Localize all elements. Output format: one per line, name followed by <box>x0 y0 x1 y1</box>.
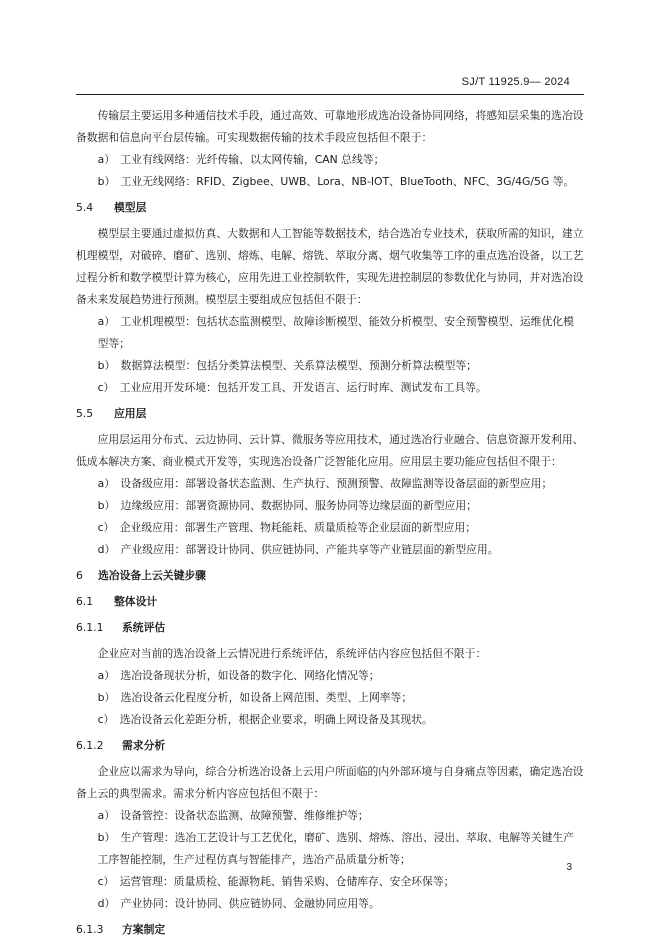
list-item: a） 设备管控：设备状态监测、故障预警、维修维护等； <box>97 809 369 822</box>
list-item: b） 数据算法模型：包括分类算法模型、关系算法模型、预测分析算法模型等； <box>97 359 477 372</box>
section-number: 6.1 <box>76 595 94 608</box>
section-heading <box>76 735 584 757</box>
section-title: 模型层 <box>114 201 147 214</box>
header-divider <box>76 94 584 95</box>
list-item: a） 选冶设备现状分析，如设备的数字化、网络化情况等； <box>97 669 380 682</box>
paragraph: 企业应对当前的选冶设备上云情况进行系统评估，系统评估内容应包括但不限于： <box>97 647 487 660</box>
list-item: c） 选冶设备云化差距分析，根据企业要求，明确上网设备及其现状。 <box>97 713 433 726</box>
paragraph: 企业应以需求为导向，综合分析选冶设备上云用户所面临的内外部环境与自身痛点等因素，确定选冶设备上云的典型需求。需求分析内容应包括但不限于： <box>76 765 584 800</box>
section-number: 5.4 <box>76 201 94 214</box>
page-number: 3 <box>566 862 572 873</box>
section-heading <box>76 919 584 941</box>
paragraph: 模型层主要通过虚拟仿真、大数据和人工智能等数据技术，结合选冶专业技术，获取所需的知识，建立机理模型，对破碎、磨矿、选别、熔炼、电解、熔铣、萃取分离、烟气收集等工序的重点选冶设备，以工艺过程分析和数学模型计算为核心，应用先进工业控制软件，实现先进控制层的参数优化与协同，并对选冶设备未来发展趋势进行预测。模型层主要组成应包括但不限于： <box>76 227 584 306</box>
paragraph: 应用层运用分布式、云边协同、云计算、微服务等应用技术，通过选冶行业融合、信息资源开发利用、低成本解决方案、商业模式开发等，实现选冶设备广泛智能化应用。应用层主要功能应包括但不限于： <box>76 433 584 468</box>
section-heading <box>76 197 584 219</box>
section-heading <box>76 617 584 639</box>
document-body <box>76 105 584 945</box>
list-item: a） 工业机理模型：包括状态监测模型、故障诊断模型、能效分析模型、安全预警模型、运维优化模型等； <box>97 315 574 350</box>
list-item: d） 产业级应用：部署设计协同、供应链协同、产能共享等产业链层面的新型应用。 <box>97 543 499 556</box>
section-title: 方案制定 <box>122 923 166 936</box>
paragraph: 传输层主要运用多种通信技术手段，通过高效、可靠地形成选冶设备协同网络，将感知层采集的选冶设备数据和信息向平台层传输。可实现数据传输的技术手段应包括但不限于： <box>76 109 584 144</box>
list-item: b） 生产管理：选冶工艺设计与工艺优化，磨矿、选别、熔炼、溶出、浸出、萃取、电解等关键生产工序智能控制，生产过程仿真与智能排产，选冶产品质量分析等； <box>97 831 575 866</box>
list-item: c） 工业应用开发环境：包括开发工具、开发语言、运行时库、测试发布工具等。 <box>97 381 487 394</box>
section-title: 选冶设备上云关键步骤 <box>98 569 206 582</box>
list-item: d） 产业协同：设计协同、供应链协同、金融协同应用等。 <box>97 897 380 910</box>
section-title: 系统评估 <box>122 621 166 634</box>
section-number: 6.1.1 <box>76 621 104 634</box>
section-number: 5.5 <box>76 407 94 420</box>
section-title: 应用层 <box>114 407 147 420</box>
section-title: 需求分析 <box>122 739 166 752</box>
list-item: b） 选冶设备云化程度分析，如设备上网范围、类型、上网率等； <box>97 691 413 704</box>
list-item: a） 设备级应用：部署设备状态监测、生产执行、预测预警、故障监测等设备层面的新型应用； <box>97 477 553 490</box>
section-heading <box>76 403 584 425</box>
list-item: c） 运营管理：质量质检、能源物耗、销售采购、仓储库存、安全环保等； <box>97 875 455 888</box>
document-id: SJ/T 11925.9— 2024 <box>461 76 570 88</box>
list-item: a） 工业有线网络：光纤传输、以太网传输，CAN 总线等； <box>97 153 385 166</box>
section-number: 6 <box>76 569 83 582</box>
section-number: 6.1.3 <box>76 923 104 936</box>
list-item: b） 工业无线网络：RFID、Zigbee、UWB、Lora、NB-IOT、BlueTooth、NFC、3G/4G/5G 等。 <box>97 175 575 188</box>
section-heading <box>76 591 584 613</box>
section-title: 整体设计 <box>114 595 158 608</box>
list-item: b） 边缘级应用：部署资源协同、数据协同、服务协同等边缘层面的新型应用； <box>97 499 477 512</box>
list-item: c） 企业级应用：部署生产管理、物耗能耗、质量质检等企业层面的新型应用； <box>97 521 477 534</box>
section-heading <box>76 565 584 587</box>
section-number: 6.1.2 <box>76 739 104 752</box>
